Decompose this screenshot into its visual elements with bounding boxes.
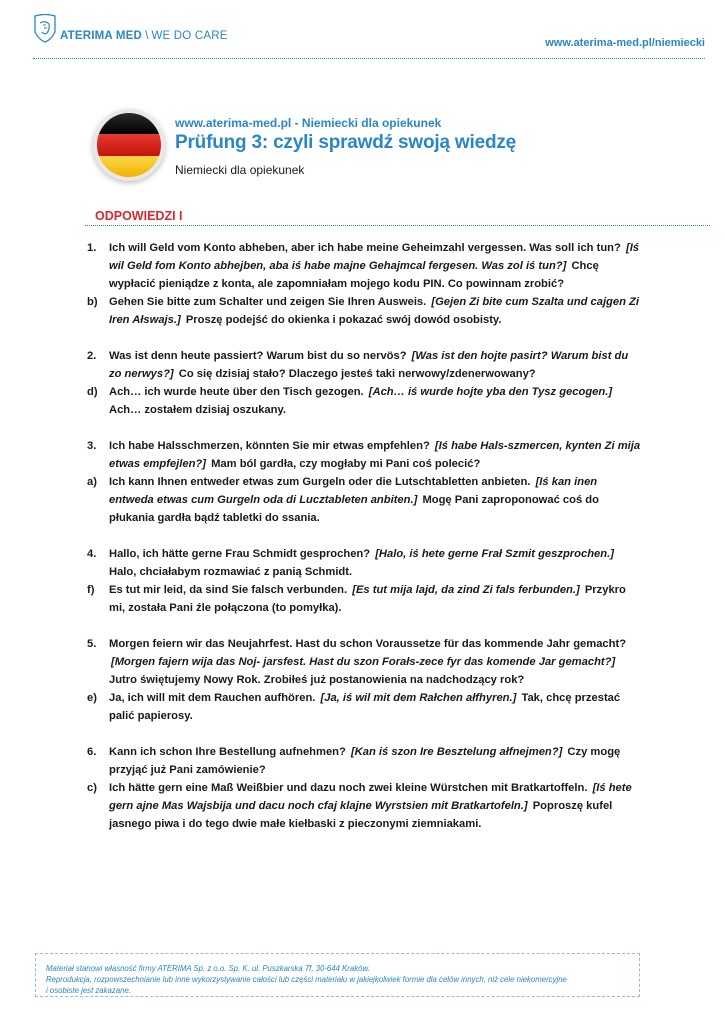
phonetic-transcription: [Ach… iś wurde hojte yba den Tysz gecogen.] [368,386,613,398]
german-sentence: Gehen Sie bitte zum Schalter und zeigen Sie Ihren Ausweis. [109,296,427,308]
german-sentence: Ja, ich will mit dem Rauchen aufhören. [109,692,316,704]
phonetic-transcription: [Kan iś szon Ire Besztelung ałfnejmen?] [350,746,563,758]
polish-translation: Czy mogę przyjąć już Pani zamówienie? [109,746,621,776]
german-sentence: Hallo, ich hätte gerne Frau Schmidt gesprochen? [109,548,371,560]
polish-translation: Halo, chciałabym rozmawiać z panią Schmidt. [109,566,353,578]
list-item [87,383,642,419]
item-marker: 5. [87,638,97,650]
list-item [87,545,642,581]
copyright-footer [35,953,640,997]
list-item [87,581,642,617]
page-header [0,0,725,60]
polish-translation: Przykro mi, została Pani źle połączona (to pomyłka). [109,584,626,614]
phonetic-transcription: [Es tut mija lajd, da zind Zi fals ferbunden.] [352,584,580,596]
list-item [87,473,642,527]
phonetic-transcription: [Iś hete gern ajne Mas Wajsbija und dacu noch cfaj klajne Wyrstsien mit Bratkartofeln.] [109,782,632,812]
page-subtitle: Niemiecki dla opiekunek [175,163,305,177]
list-item [87,743,642,779]
item-marker: b) [87,296,98,308]
polish-translation: Tak, chcę przestać palić papierosy. [109,692,621,722]
list-item [87,347,642,383]
polish-translation: Jutro świętujemy Nowy Rok. Zrobiłeś już postanowienia na nadchodzący rok? [109,674,525,686]
list-item [87,635,642,689]
list-item [87,437,642,473]
polish-translation: Mam ból gardła, czy mogłaby mi Pani coś polecić? [211,458,481,470]
item-marker: 4. [87,548,97,560]
header-url[interactable]: www.aterima-med.pl/niemiecki [545,37,705,49]
german-sentence: Ich hätte gern eine Maß Weißbier und dazu noch zwei kleine Würstchen mit Bratkartoffeln. [109,782,588,794]
item-marker: d) [87,386,98,398]
aterima-logo-icon [33,14,57,44]
item-marker: a) [87,476,97,488]
german-sentence: Was ist denn heute passiert? Warum bist du so nervös? [109,350,407,362]
german-sentence: Morgen feiern wir das Neujahrfest. Hast du schon Voraussetze für das kommende Jahr gemacht? [109,638,627,650]
item-marker: 1. [87,242,97,254]
german-sentence: Ich will Geld vom Konto abheben, aber ich habe meine Geheimzahl vergessen. Was soll ich tun? [109,242,621,254]
footer-line: Materiał stanowi własność firmy ATERIMA Sp. z o.o. Sp. K. ul. Puszkarska 7f, 30-644 Kraków. [46,964,370,973]
footer-line: i osobiste jest zakazane. [46,986,131,995]
answers-list [87,239,642,833]
item-marker: e) [87,692,97,704]
phonetic-transcription: [Morgen fajern wija das Noj- jarsfest. Hast du szon Forałs-zece fyr das komende Jar gemacht?] [111,656,616,668]
german-flag-icon [97,113,161,177]
section-heading: ODPOWIEDZI I [95,209,183,223]
phonetic-transcription: [Iś habe Hals-szmercen, kynten Zi mija etwas empfejlen?] [109,440,641,470]
phonetic-transcription: [Was ist den hojte pasirt? Warum bist du zo nerwys?] [109,350,629,380]
polish-translation: Ach… zostałem dzisiaj oszukany. [109,404,286,416]
german-sentence: Es tut mir leid, da sind Sie falsch verbunden. [109,584,348,596]
item-marker: 3. [87,440,97,452]
item-marker: 6. [87,746,97,758]
item-marker: f) [87,584,95,596]
page-title: Prüfung 3: czyli sprawdź swoją wiedzę [175,132,517,153]
list-item [87,239,642,293]
phonetic-transcription: [Ja, iś wil mit dem Rałchen ałfhyren.] [320,692,517,704]
german-sentence: Kann ich schon Ihre Bestellung aufnehmen? [109,746,346,758]
polish-translation: Co się dzisiaj stało? Dlaczego jesteś taki nerwowy/zdenerwowany? [178,368,536,380]
phonetic-transcription: [Halo, iś hete gerne Frał Szmit geszprochen.] [375,548,614,560]
polish-translation: Chcę wypłacić pieniądze z konta, ale zapomniałam mojego kodu PIN. Co powinnam zrobić? [109,260,599,290]
site-line: www.aterima-med.pl - Niemiecki dla opiekunek [175,116,442,130]
section-divider [85,225,710,226]
german-sentence: Ach… ich wurde heute über den Tisch gezogen. [109,386,364,398]
item-marker: 2. [87,350,97,362]
german-sentence: Ich kann Ihnen entweder etwas zum Gurgeln oder die Lutschtabletten anbieten. [109,476,531,488]
brand-logotype: ATERIMA MED \ WE DO CARE [60,30,228,42]
header-divider [33,58,705,59]
list-item [87,293,642,329]
german-sentence: Ich habe Halsschmerzen, könnten Sie mir etwas empfehlen? [109,440,430,452]
phonetic-transcription: [Iś wil Geld fom Konto abhejben, aba iś habe majne Gehajmcal fergesen. Was zol iś tun?] [109,242,640,272]
polish-translation: Mogę Pani zaproponować coś do płukania gardła bądź tabletki do ssania. [109,494,599,524]
phonetic-transcription: [Iś kan inen entweda etwas cum Gurgeln oda di Lucztableten anbiten.] [109,476,598,506]
phonetic-transcription: [Gejen Zi bite cum Szalta und cajgen Zi Iren Ałswajs.] [109,296,639,326]
polish-translation: Proszę podejść do okienka i pokazać swój dowód osobisty. [185,314,502,326]
list-item [87,689,642,725]
polish-translation: Poproszę kufel jasnego piwa i do tego dwie małe kiełbaski z pieczonymi ziemniakami. [109,800,613,830]
item-marker: c) [87,782,97,794]
list-item [87,779,642,833]
footer-line: Reprodukcja, rozpowszechnianie lub inne wykorzystywanie całości lub części materiału w jakiejkolwiek formie dla celów innych, niż cele niekomercyjne [46,975,567,984]
